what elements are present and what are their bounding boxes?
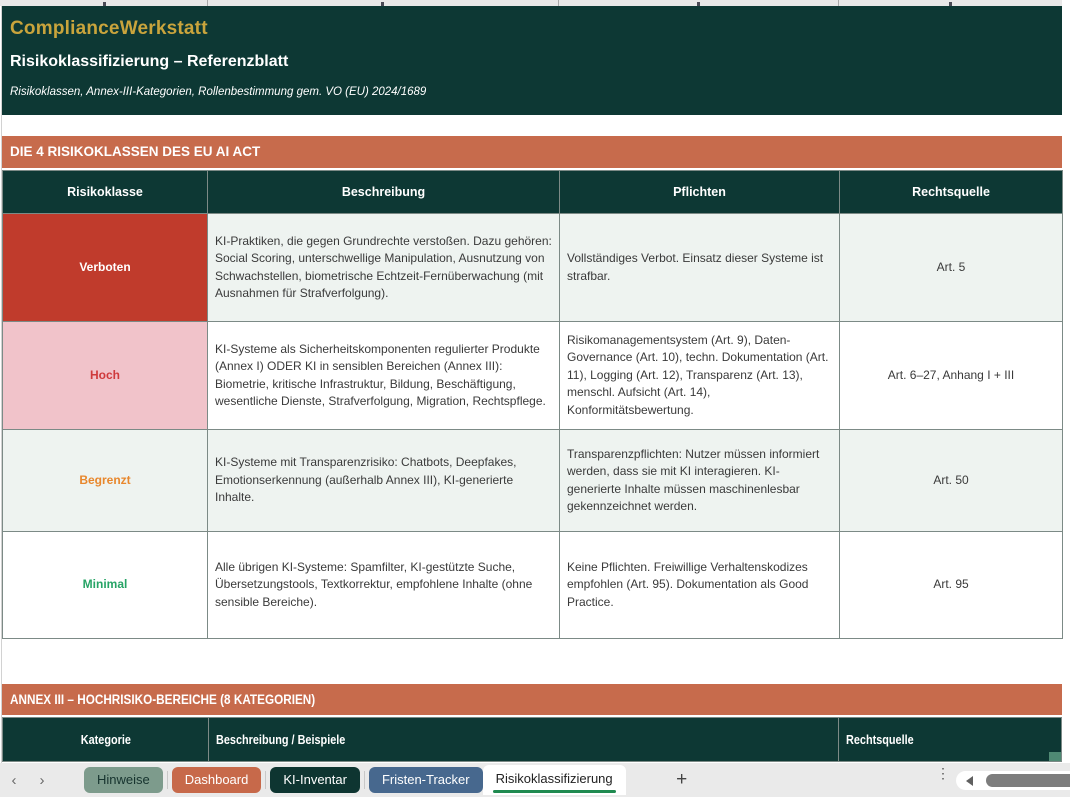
risk-source-cell[interactable]: Art. 50 bbox=[840, 430, 1063, 532]
sheet-banner bbox=[2, 6, 1062, 115]
tab-risikoklassifizierung-active[interactable] bbox=[483, 765, 626, 795]
risk-description-cell[interactable]: Alle übrigen KI-Systeme: Spamfilter, KI-gestützte Suche, Übersetzungstools, Textkorrektur, empfohlene Inhalte (ohne sensible Bereiche). bbox=[208, 532, 560, 639]
sheet-tab-bar bbox=[0, 763, 1070, 797]
tab-hinweise[interactable]: Hinweise bbox=[84, 767, 163, 793]
risk-table-header-row bbox=[3, 171, 1063, 214]
risk-class-label[interactable]: Hoch bbox=[3, 322, 208, 430]
add-sheet-button[interactable]: + bbox=[676, 769, 688, 790]
table-row-begrenzt bbox=[3, 430, 1063, 532]
column-header-beschreibung-beispiele: Beschreibung / Beispiele bbox=[208, 718, 838, 761]
horizontal-scrollbar[interactable] bbox=[956, 771, 1070, 790]
annex-table-header-row bbox=[2, 717, 1062, 762]
section-header-annex-iii-label: ANNEX III – HOCHRISIKO-BEREICHE (8 KATEGORIEN) bbox=[10, 692, 316, 707]
table-row-minimal bbox=[3, 532, 1063, 639]
tab-separator bbox=[364, 771, 365, 789]
chevron-right-icon[interactable]: › bbox=[39, 771, 45, 789]
section-header-risikoklassen: DIE 4 RISIKOKLASSEN DES EU AI ACT bbox=[2, 136, 1062, 168]
tab-separator bbox=[265, 771, 266, 789]
risk-description-cell[interactable]: KI-Praktiken, die gegen Grundrechte verstoßen. Dazu gehören: Social Scoring, unterschwellige Manipulation, Ausnutzung von Schwachstellen, biometrische Echtzeit-Fernüberwachung (mit Ausnahmen für Strafverfolgung). bbox=[208, 214, 560, 322]
sheet-content bbox=[2, 6, 1062, 762]
brand-title: ComplianceWerkstatt bbox=[10, 18, 208, 39]
risk-description-cell[interactable]: KI-Systeme mit Transparenzrisiko: Chatbots, Deepfakes, Emotionserkennung (außerhalb Annex III), KI-generierte Inhalte. bbox=[208, 430, 560, 532]
risk-class-label[interactable]: Verboten bbox=[3, 214, 208, 322]
risk-source-cell[interactable]: Art. 95 bbox=[840, 532, 1063, 639]
tab-ki-inventar[interactable]: KI-Inventar bbox=[270, 767, 360, 793]
risk-source-cell[interactable]: Art. 6–27, Anhang I + III bbox=[840, 322, 1063, 430]
scroll-left-icon[interactable] bbox=[966, 776, 973, 786]
column-header-risikoklasse: Risikoklasse bbox=[3, 171, 208, 214]
page-subtitle: Risikoklassen, Annex-III-Kategorien, Rollenbestimmung gem. VO (EU) 2024/1689 bbox=[10, 86, 427, 98]
risk-duties-cell[interactable]: Transparenzpflichten: Nutzer müssen informiert werden, dass sie mit KI interagieren. KI-generierte Inhalte müssen maschinenlesbar gekennzeichnet werden. bbox=[560, 430, 840, 532]
column-header-kategorie: Kategorie bbox=[80, 732, 131, 747]
risk-duties-cell[interactable]: Vollständiges Verbot. Einsatz dieser Systeme ist strafbar. bbox=[560, 214, 840, 322]
tab-fristen-tracker[interactable]: Fristen-Tracker bbox=[369, 767, 483, 793]
chevron-left-icon[interactable]: ‹ bbox=[11, 771, 17, 789]
tab-dashboard[interactable]: Dashboard bbox=[172, 767, 262, 793]
tab-separator bbox=[167, 771, 168, 789]
vertical-scrollbar-tip[interactable] bbox=[1049, 752, 1061, 761]
page-title: Risikoklassifizierung – Referenzblatt bbox=[10, 53, 289, 70]
risk-class-label[interactable]: Minimal bbox=[3, 532, 208, 639]
risk-class-table bbox=[2, 170, 1063, 639]
more-options-icon[interactable]: ⋮ bbox=[936, 765, 950, 781]
active-tab-underline bbox=[493, 790, 616, 793]
risk-class-label[interactable]: Begrenzt bbox=[3, 430, 208, 532]
scrollbar-thumb[interactable] bbox=[986, 774, 1070, 787]
column-header-beschreibung: Beschreibung bbox=[208, 171, 560, 214]
risk-description-cell[interactable]: KI-Systeme als Sicherheitskomponenten regulierter Produkte (Annex I) ODER KI in sensiblen Bereichen (Annex III): Biometrie, kritische Infrastruktur, Bildung, Beschäftigung, wesentliche Dienste, Strafverfolgung, Migration, Rechtspflege. bbox=[208, 322, 560, 430]
column-header-pflichten: Pflichten bbox=[560, 171, 840, 214]
section-header-annex-iii bbox=[2, 684, 1062, 715]
active-tab-label: Risikoklassifizierung bbox=[495, 771, 613, 786]
column-header-rechtsquelle-2: Rechtsquelle bbox=[838, 718, 1061, 761]
table-row-hoch bbox=[3, 322, 1063, 430]
column-header-rechtsquelle: Rechtsquelle bbox=[840, 171, 1063, 214]
risk-duties-cell[interactable]: Keine Pflichten. Freiwillige Verhaltenskodizes empfohlen (Art. 95). Dokumentation als Good Practice. bbox=[560, 532, 840, 639]
sheet-tabs bbox=[84, 765, 626, 795]
risk-source-cell[interactable]: Art. 5 bbox=[840, 214, 1063, 322]
table-row-verboten bbox=[3, 214, 1063, 322]
risk-duties-cell[interactable]: Risikomanagementsystem (Art. 9), Daten-Governance (Art. 10), techn. Dokumentation (Art. 11), Logging (Art. 12), Transparenz (Art. 13), menschl. Aufsicht (Art. 14), Konformitätsbewertung. bbox=[560, 322, 840, 430]
